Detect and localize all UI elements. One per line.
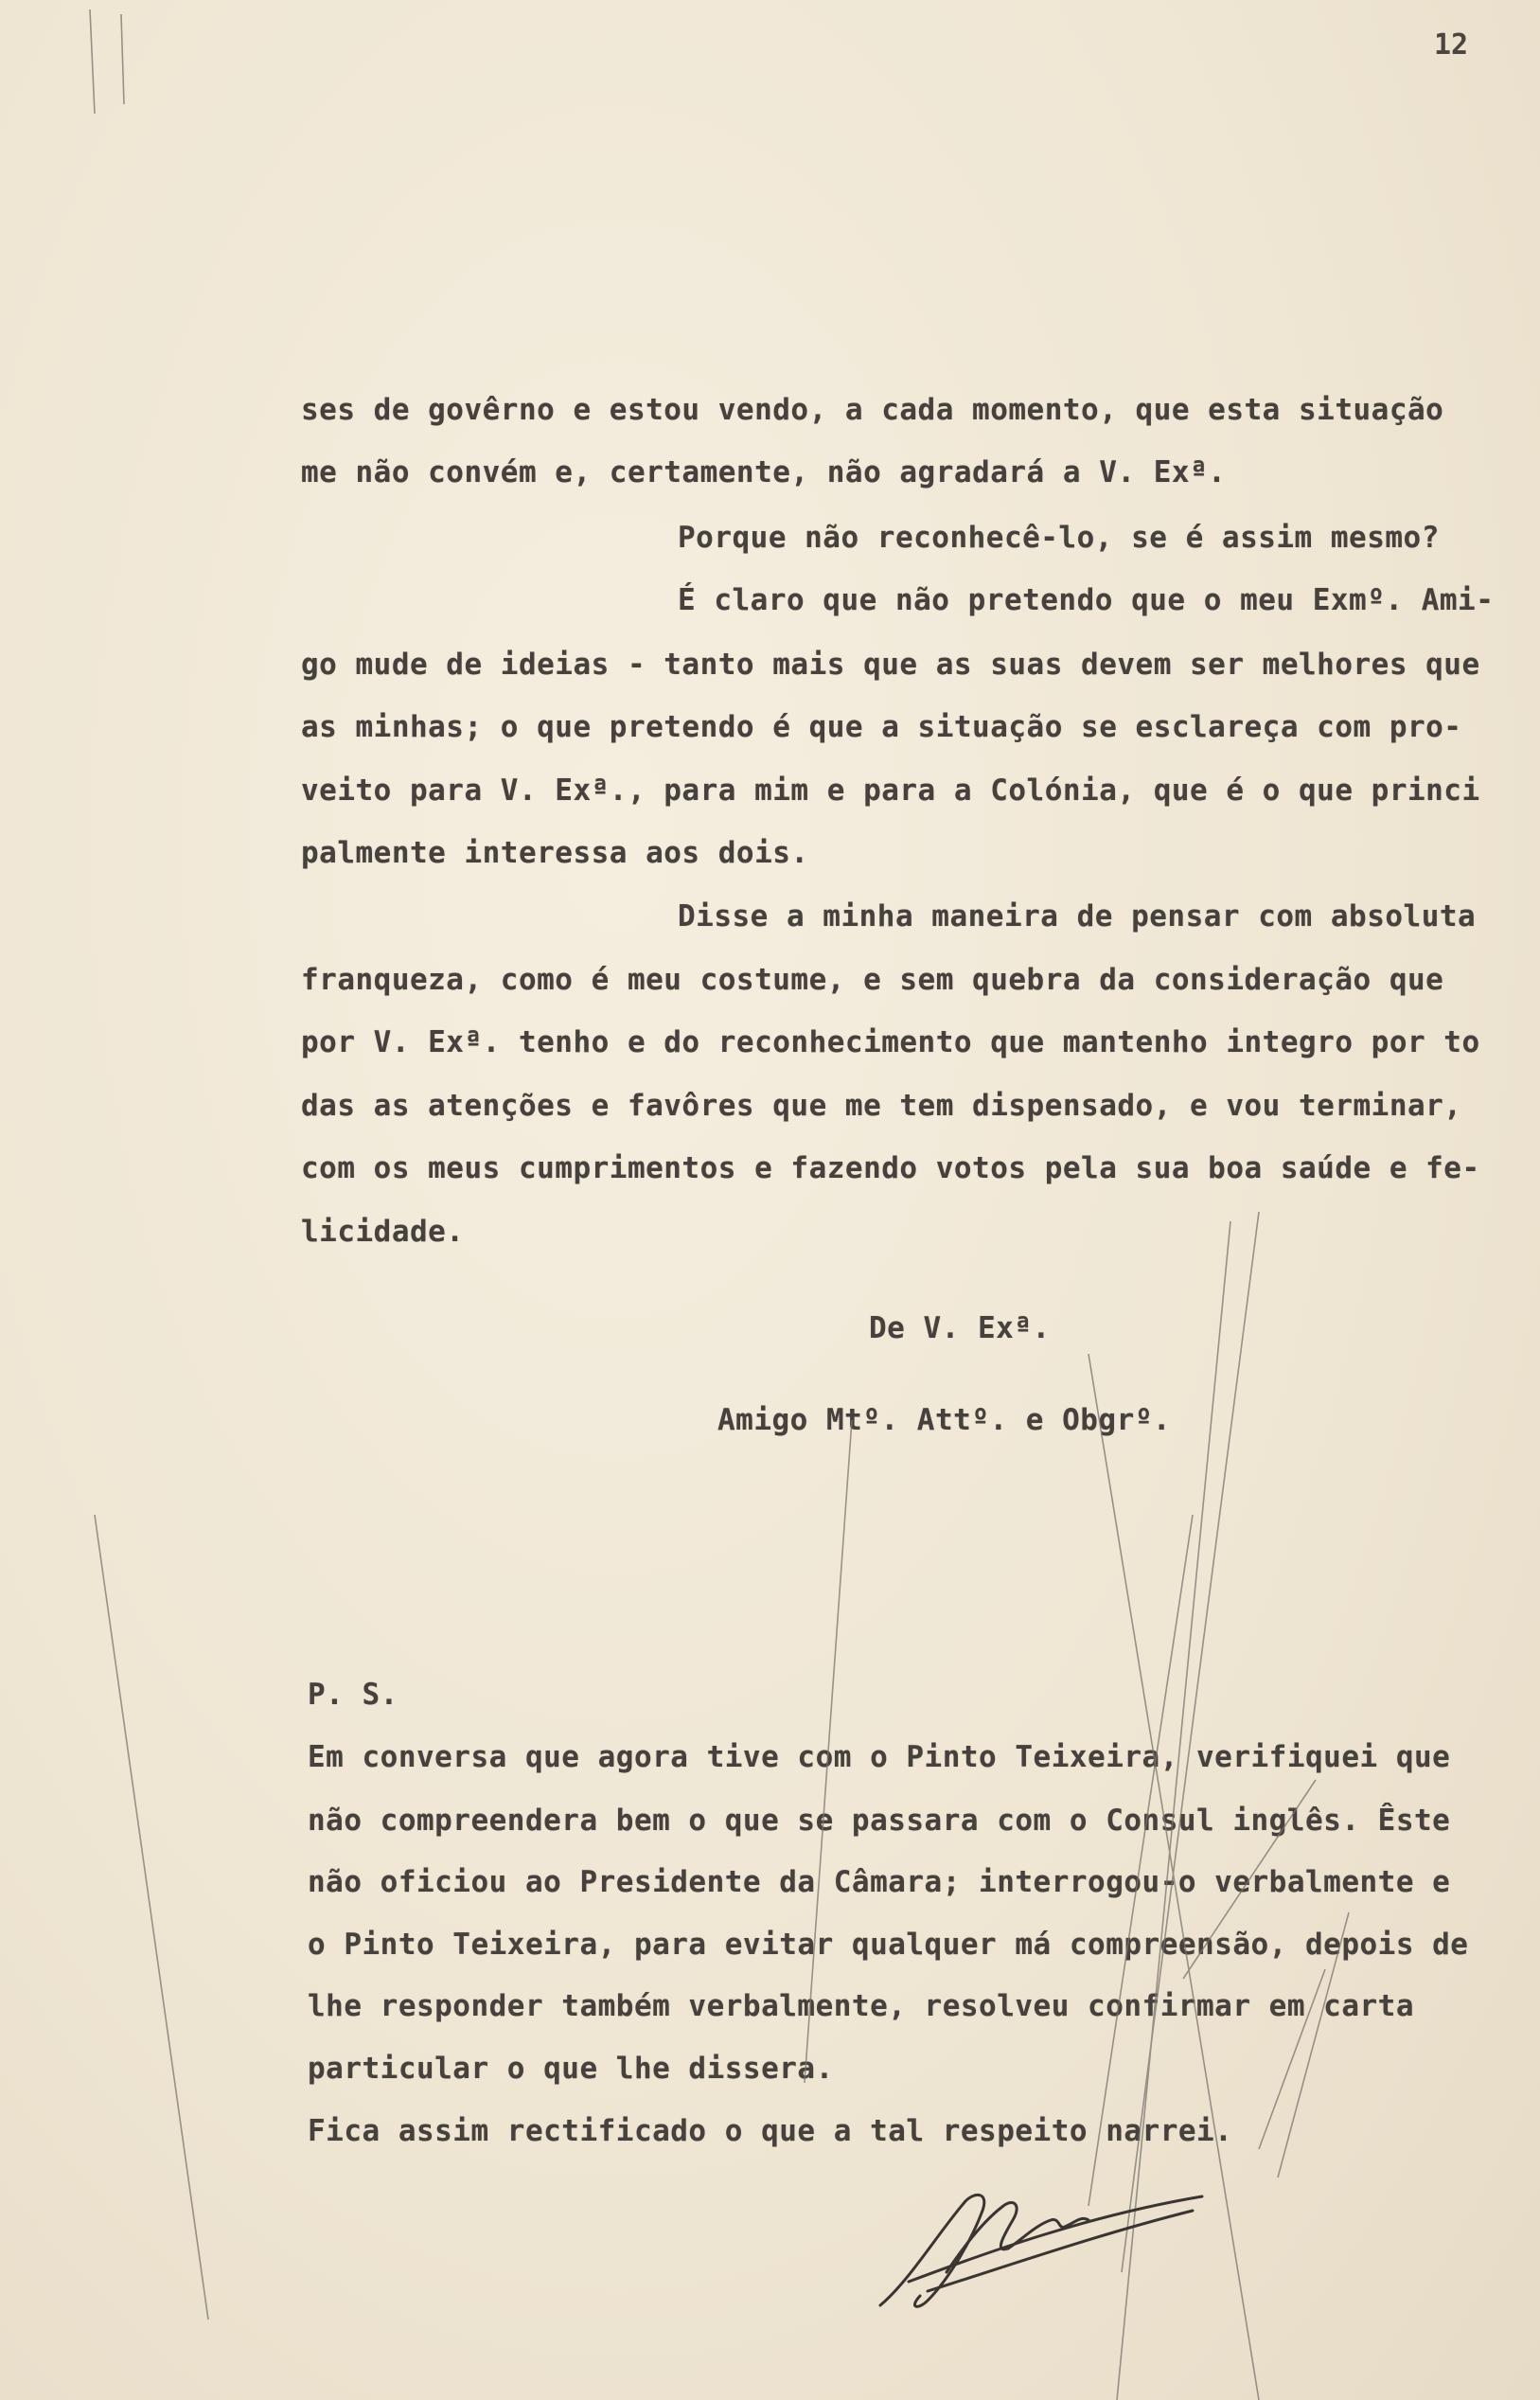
postscript-line: não oficiou ao Presidente da Câmara; interrogou-o verbalmente e	[308, 1865, 1451, 1899]
page-number: 12	[1434, 28, 1469, 62]
postscript-line: o Pinto Teixeira, para evitar qualquer má compreensão, depois de	[308, 1928, 1469, 1962]
body-line: com os meus cumprimentos e fazendo votos pela sua boa saúde e fe-	[301, 1151, 1480, 1185]
postscript-label: P. S.	[308, 1678, 398, 1712]
postscript-line: lhe responder também verbalmente, resolveu confirmar em carta	[308, 1989, 1414, 2023]
body-line: me não convém e, certamente, não agradará a V. Exª.	[301, 455, 1227, 489]
body-line: ses de govêrno e estou vendo, a cada momento, que esta situação	[301, 393, 1444, 427]
body-line: É claro que não pretendo que o meu Exmº. Ami-	[678, 583, 1495, 617]
body-line: Disse a minha maneira de pensar com absoluta	[678, 899, 1477, 933]
closing-line: De V. Exª.	[869, 1311, 1051, 1345]
signature-mark	[871, 2178, 1212, 2320]
body-line: por V. Exª. tenho e do reconhecimento que mantenho integro por to	[301, 1025, 1480, 1059]
postscript-line: particular o que lhe dissera.	[308, 2052, 834, 2086]
body-line: go mude de ideias - tanto mais que as suas devem ser melhores que	[301, 648, 1480, 682]
body-line: veito para V. Exª., para mim e para a Colónia, que é o que princi	[301, 773, 1480, 808]
body-line: das as atenções e favôres que me tem dispensado, e vou terminar,	[301, 1089, 1462, 1123]
body-line: palmente interessa aos dois.	[301, 836, 809, 870]
postscript-line: Em conversa que agora tive com o Pinto Teixeira, verifiquei que	[308, 1740, 1451, 1774]
closing-line: Amigo Mtº. Attº. e Obgrº.	[717, 1403, 1172, 1437]
body-line: as minhas; o que pretendo é que a situação se esclareça com pro-	[301, 710, 1462, 744]
postscript-line: Fica assim rectificado o que a tal respeito narrei.	[308, 2114, 1233, 2148]
body-line: franqueza, como é meu costume, e sem quebra da consideração que	[301, 963, 1444, 997]
body-line: Porque não reconhecê-lo, se é assim mesmo?	[678, 521, 1440, 555]
body-line: licidade.	[301, 1215, 465, 1249]
postscript-line: não compreendera bem o que se passara com o Consul inglês. Êste	[308, 1804, 1451, 1838]
